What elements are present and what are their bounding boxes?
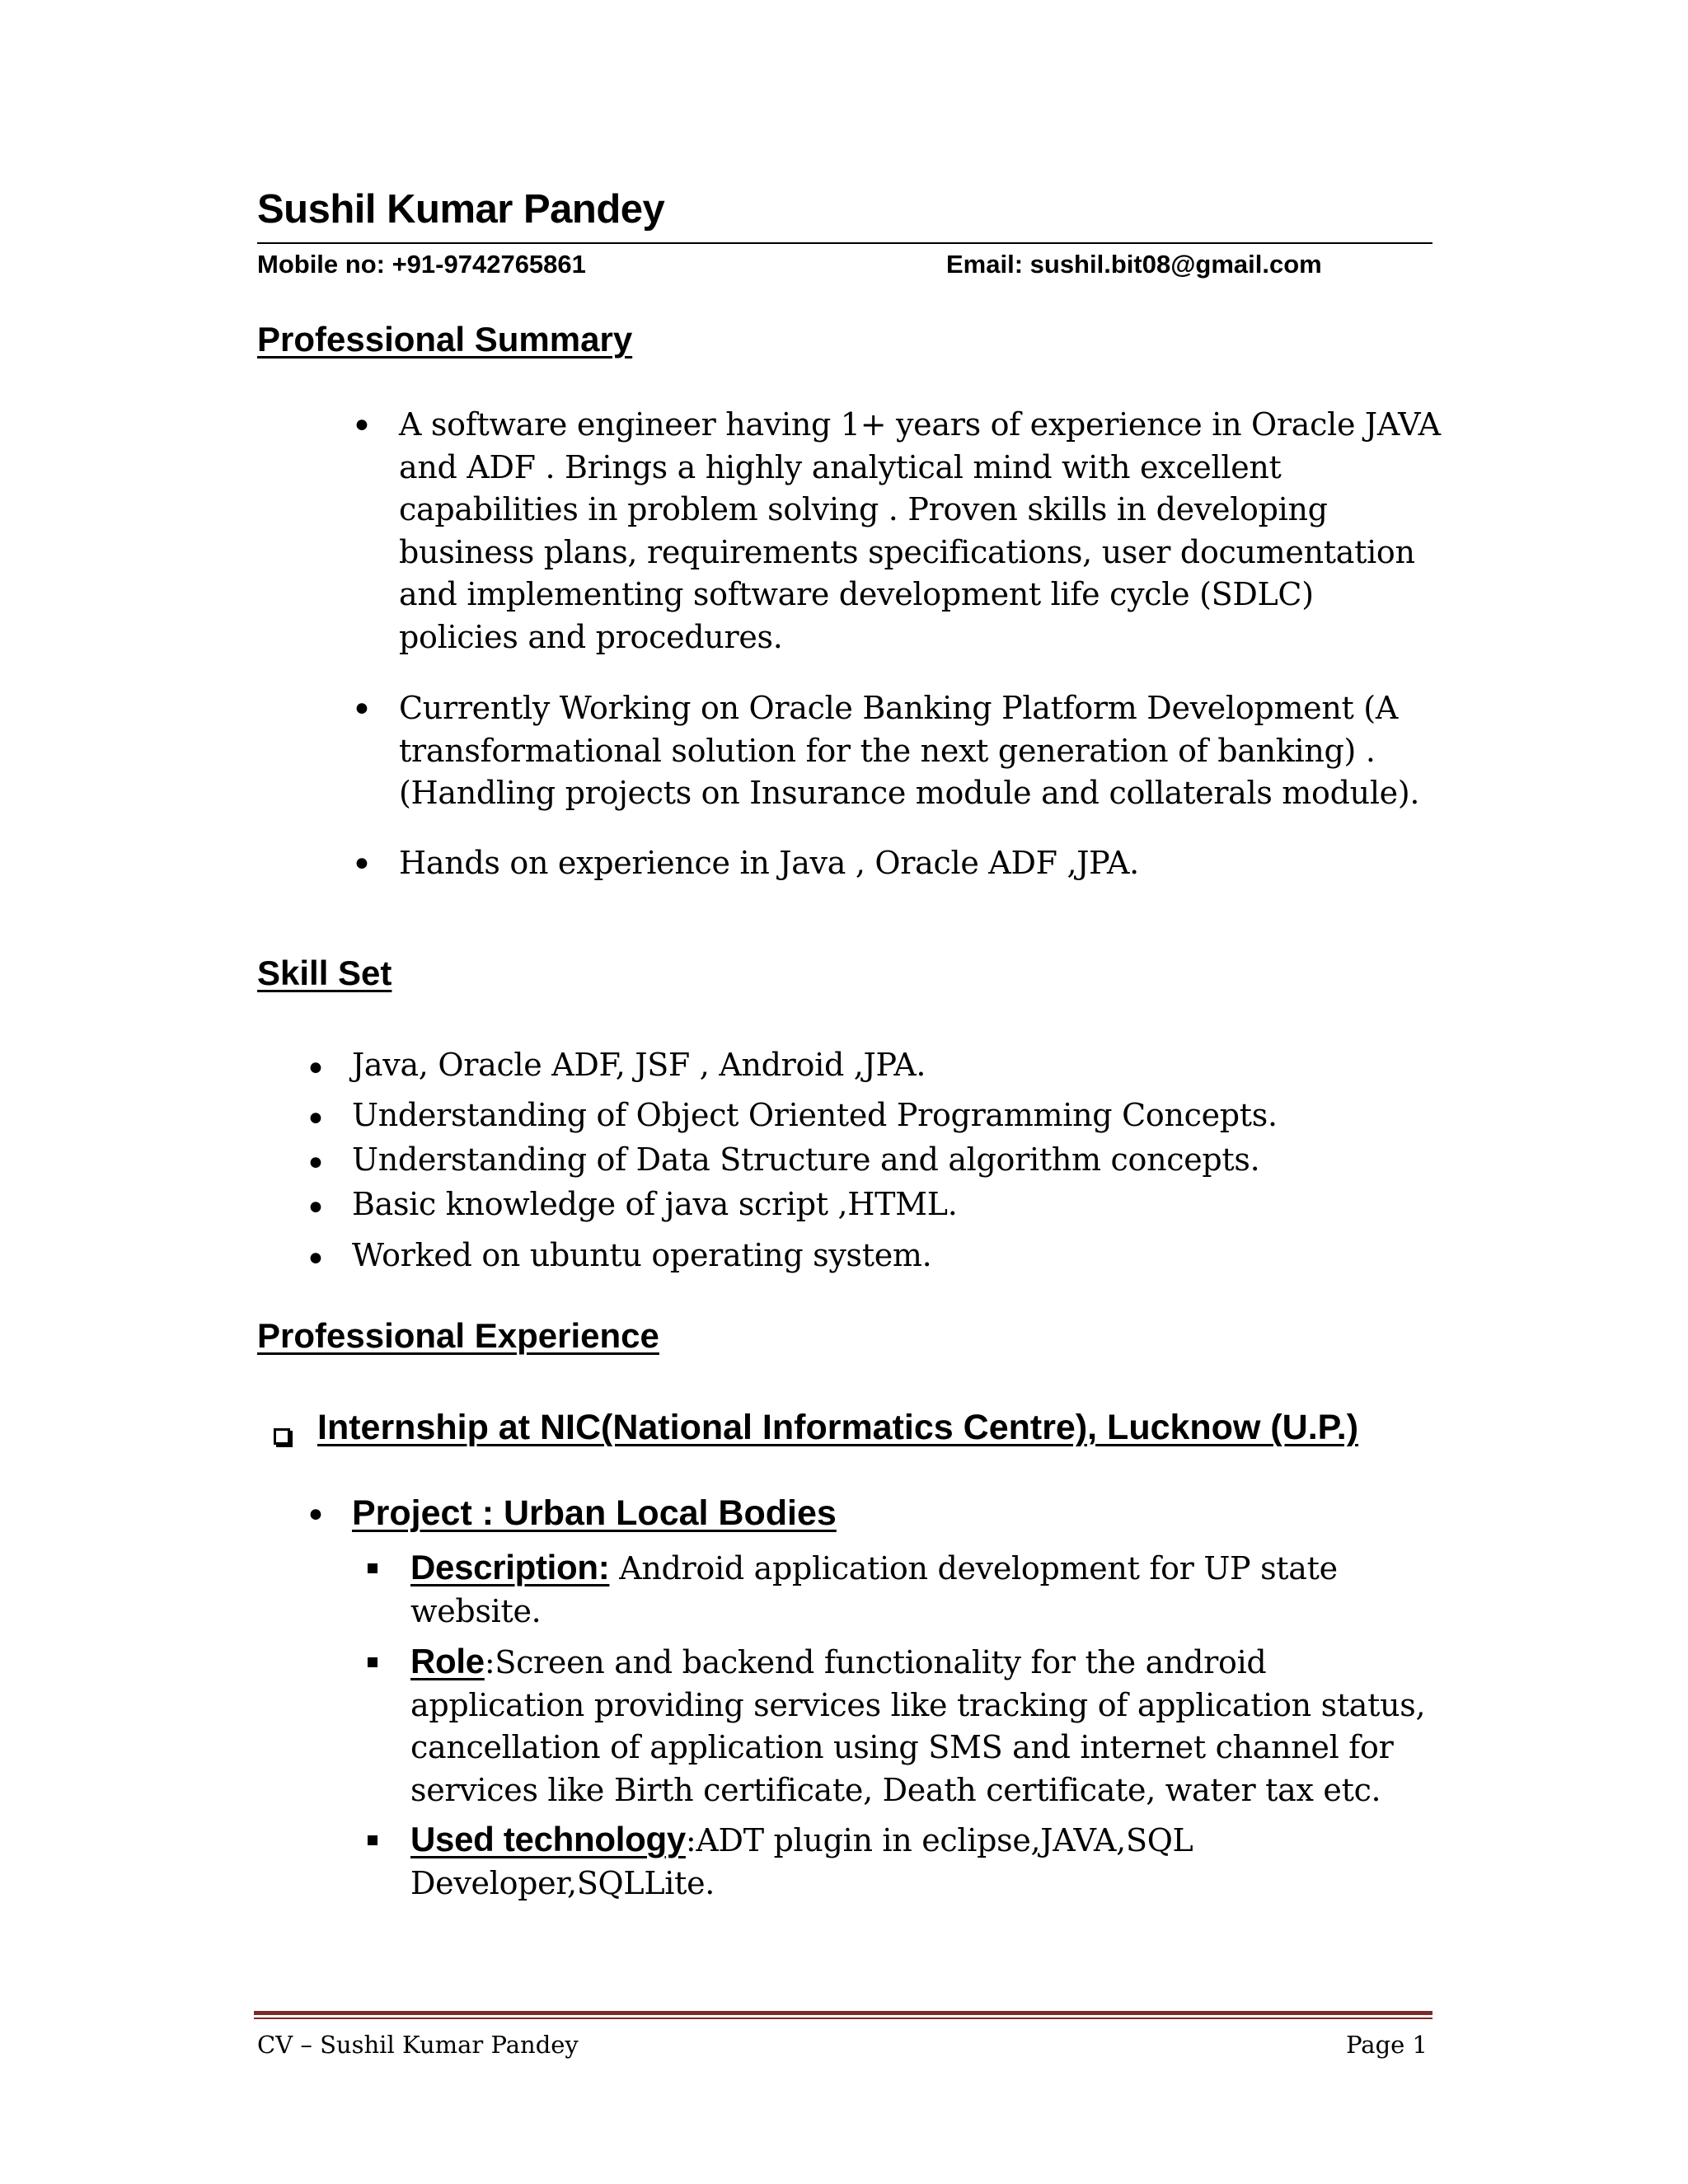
skill-item: Basic knowledge of java script ,HTML. xyxy=(352,1186,958,1222)
skill-item: Worked on ubuntu operating system. xyxy=(352,1237,932,1273)
bullet-icon: • xyxy=(305,1188,326,1230)
square-bullet-icon xyxy=(368,1563,377,1573)
bullet-icon: • xyxy=(305,1495,326,1537)
candidate-name: Sushil Kumar Pandey xyxy=(257,187,665,232)
project-role xyxy=(410,1640,1441,1811)
project-title: Project : Urban Local Bodies xyxy=(352,1493,837,1533)
footer-divider xyxy=(254,2011,1432,2015)
bullet-icon: • xyxy=(351,689,373,731)
skill-item: Understanding of Object Oriented Programming Concepts. xyxy=(352,1097,1278,1133)
bullet-icon: • xyxy=(305,1143,326,1185)
bullet-icon: • xyxy=(351,405,373,448)
summary-item: A software engineer having 1+ years of experience in Oracle JAVA and ADF . Brings a highly analytical mind with excellent capabilities in problem solving . Proven skills in developing business plans, requirements specifications, user documentation and implementing software development life cycle (SDLC) policies and procedures. xyxy=(399,406,1441,655)
summary-item: Hands on experience in Java , Oracle ADF ,JPA. xyxy=(399,845,1139,881)
skill-item: Understanding of Data Structure and algorithm concepts. xyxy=(352,1141,1260,1178)
role-text: :Screen and backend functionality for the android application providing services like tracking of application status, cancellation of application using SMS and internet channel for services like Birth certificate, Death certificate, water tax etc. xyxy=(410,1644,1426,1808)
summary-item: Currently Working on Oracle Banking Platform Development (A transformational solution for the next generation of banking) . (Handling projects on Insurance module and collaterals module). xyxy=(399,690,1420,811)
bullet-icon: • xyxy=(305,1239,326,1281)
description-label: Description: xyxy=(410,1548,610,1586)
skill-item: Java, Oracle ADF, JSF , Android ,JPA. xyxy=(352,1047,926,1083)
description-text: Android application development for UP state website. xyxy=(410,1550,1338,1629)
checkbox-bullet-icon xyxy=(274,1428,290,1445)
email-address: Email: sushil.bit08@gmail.com xyxy=(946,250,1322,279)
footer-divider-thin xyxy=(254,2018,1432,2019)
project-technology xyxy=(410,1818,1441,1905)
mobile-number: Mobile no: +91-9742765861 xyxy=(257,250,586,279)
page-number: Page 1 xyxy=(1346,2031,1428,2059)
square-bullet-icon xyxy=(368,1657,377,1667)
project-description xyxy=(410,1546,1441,1633)
professional-experience-heading: Professional Experience xyxy=(257,1316,659,1355)
professional-summary-heading: Professional Summary xyxy=(257,320,633,359)
role-label: Role xyxy=(410,1642,485,1680)
bullet-icon: • xyxy=(351,844,373,886)
bullet-icon: • xyxy=(305,1099,326,1141)
technology-text: :ADT plugin in eclipse,JAVA,SQL Developer,SQLLite. xyxy=(410,1822,1193,1901)
bullet-icon: • xyxy=(305,1048,326,1090)
footer-title: CV – Sushil Kumar Pandey xyxy=(257,2031,579,2059)
header-divider xyxy=(257,242,1432,244)
internship-title: Internship at NIC(National Informatics Centre), Lucknow (U.P.) xyxy=(317,1408,1359,1447)
square-bullet-icon xyxy=(368,1835,377,1845)
technology-label: Used technology xyxy=(410,1820,686,1858)
skill-set-heading: Skill Set xyxy=(257,954,392,992)
